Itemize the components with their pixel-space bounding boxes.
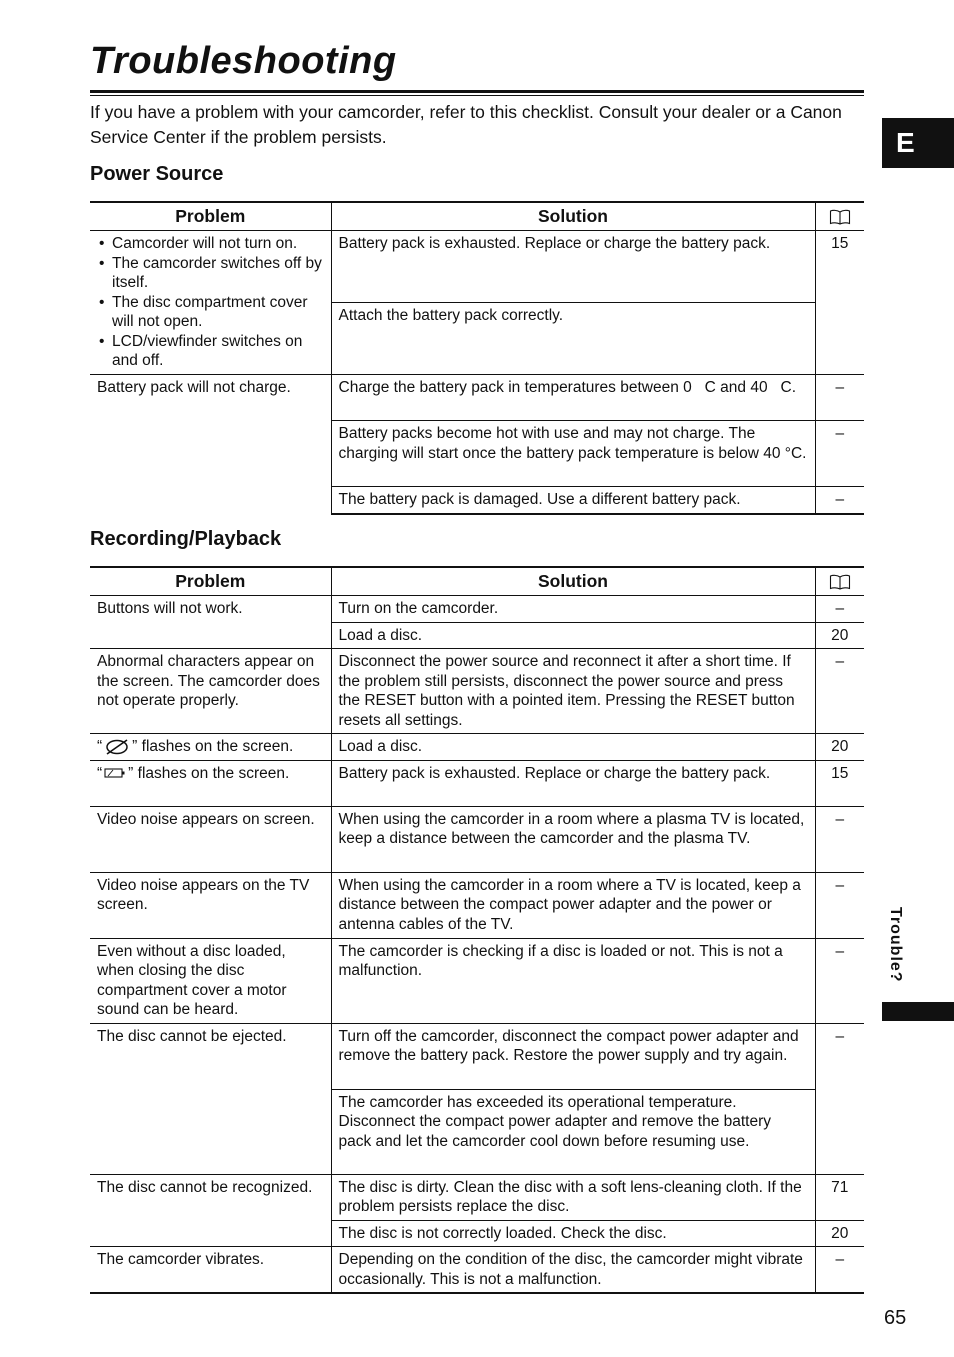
page-number: 65 bbox=[884, 1307, 907, 1329]
table-row bbox=[90, 938, 864, 1023]
solution-cell: Battery pack is exhausted. Replace or charge the battery pack. bbox=[331, 231, 815, 303]
page-ref-cell: 20 bbox=[815, 734, 864, 761]
solution-cell: Charge the battery pack in temperatures between 0 C and 40 C. bbox=[331, 375, 815, 421]
power-source-table bbox=[90, 201, 864, 515]
book-icon bbox=[829, 209, 851, 225]
page-title: Troubleshooting bbox=[90, 40, 397, 82]
solution-cell: Attach the battery pack correctly. bbox=[331, 303, 815, 375]
solution-header: Solution bbox=[331, 567, 815, 596]
problem-cell: Battery pack will not charge. bbox=[90, 375, 331, 514]
table-row bbox=[90, 1247, 864, 1294]
section-side-label: Trouble? bbox=[887, 907, 904, 983]
solution-cell: The disc is dirty. Clean the disc with a soft lens-cleaning cloth. If the problem persists replace the disc. bbox=[331, 1174, 815, 1220]
problem-cell: Abnormal characters appear on the screen. The camcorder does not operate properly. bbox=[90, 649, 331, 734]
problem-list bbox=[97, 234, 325, 371]
table-row bbox=[90, 596, 864, 623]
solution-cell: Turn off the camcorder, disconnect the compact power adapter and remove the battery pack. Restore the power supply and try again. bbox=[331, 1023, 815, 1089]
table-row bbox=[90, 1023, 864, 1089]
table-row bbox=[90, 231, 864, 303]
solution-cell: Battery packs become hot with use and may not charge. The charging will start once the battery pack temperature is below 40 °C. bbox=[331, 421, 815, 487]
battery-empty-icon bbox=[104, 767, 126, 779]
solution-cell: The camcorder has exceeded its operational temperature. Disconnect the compact power adapter and remove the battery pack and let the camcorder cool down before resuming use. bbox=[331, 1089, 815, 1174]
section-side-bar bbox=[882, 1002, 954, 1021]
list-item: • The disc compartment cover will not open. bbox=[97, 293, 325, 332]
page-ref-header bbox=[815, 202, 864, 231]
solution-header: Solution bbox=[331, 202, 815, 231]
title-rule-thin bbox=[90, 95, 864, 96]
no-disc-icon bbox=[104, 739, 130, 755]
recording-playback-heading: Recording/Playback bbox=[90, 528, 282, 550]
intro-text: If you have a problem with your camcorder, refer to this checklist. Consult your dealer or a Canon Service Center if the problem persists. bbox=[90, 102, 842, 147]
solution-cell: The battery pack is damaged. Use a different battery pack. bbox=[331, 487, 815, 514]
page-ref-cell: – bbox=[815, 1247, 864, 1294]
problem-cell bbox=[90, 231, 331, 375]
quote-open: “ bbox=[97, 764, 103, 782]
page-ref-cell: – bbox=[815, 806, 864, 872]
list-item: • LCD/viewfinder switches on and off. bbox=[97, 332, 325, 371]
list-item: • The camcorder switches off by itself. bbox=[97, 254, 325, 293]
solution-cell: The disc is not correctly loaded. Check the disc. bbox=[331, 1220, 815, 1247]
problem-header: Problem bbox=[90, 202, 331, 231]
solution-cell: Battery pack is exhausted. Replace or charge the battery pack. bbox=[331, 760, 815, 806]
problem-cell bbox=[90, 760, 331, 806]
quote-close: ” flashes on the screen. bbox=[132, 738, 294, 755]
title-rule bbox=[90, 90, 864, 93]
page-ref-cell: – bbox=[815, 375, 864, 421]
problem-cell: Even without a disc loaded, when closing the disc compartment cover a motor sound can be heard. bbox=[90, 938, 331, 1023]
problem-cell: The disc cannot be recognized. bbox=[90, 1174, 331, 1247]
table-row bbox=[90, 872, 864, 938]
power-source-heading: Power Source bbox=[90, 163, 224, 185]
page-ref-cell: – bbox=[815, 596, 864, 623]
table-row bbox=[90, 649, 864, 734]
quote-close: ” flashes on the screen. bbox=[128, 764, 290, 782]
table-row bbox=[90, 734, 864, 761]
page-ref-cell: 20 bbox=[815, 622, 864, 649]
problem-header: Problem bbox=[90, 567, 331, 596]
quote-open: “ bbox=[97, 738, 103, 755]
page-ref-cell: – bbox=[815, 938, 864, 1023]
page-ref-cell: – bbox=[815, 1023, 864, 1174]
solution-cell: Turn on the camcorder. bbox=[331, 596, 815, 623]
solution-cell: Load a disc. bbox=[331, 622, 815, 649]
problem-cell: The disc cannot be ejected. bbox=[90, 1023, 331, 1174]
page-ref-cell: – bbox=[815, 421, 864, 487]
language-tab: E bbox=[882, 118, 954, 168]
page-ref-cell: 15 bbox=[815, 231, 864, 375]
solution-cell: Load a disc. bbox=[331, 734, 815, 761]
solution-cell: When using the camcorder in a room where a plasma TV is located, keep a distance between the camcorder and the plasma TV. bbox=[331, 806, 815, 872]
problem-cell bbox=[90, 734, 331, 761]
table-row bbox=[90, 806, 864, 872]
problem-cell: Buttons will not work. bbox=[90, 596, 331, 649]
page-ref-cell: – bbox=[815, 649, 864, 734]
problem-cell: Video noise appears on screen. bbox=[90, 806, 331, 872]
solution-cell: When using the camcorder in a room where a TV is located, keep a distance between the compact power adapter and the power or antenna cables of the TV. bbox=[331, 872, 815, 938]
page-ref-cell: – bbox=[815, 487, 864, 514]
page-ref-cell: 20 bbox=[815, 1220, 864, 1247]
book-icon bbox=[829, 574, 851, 590]
recording-playback-table bbox=[90, 566, 864, 1294]
problem-cell: Video noise appears on the TV screen. bbox=[90, 872, 331, 938]
table-row bbox=[90, 1174, 864, 1220]
solution-cell: The camcorder is checking if a disc is loaded or not. This is not a malfunction. bbox=[331, 938, 815, 1023]
table-row bbox=[90, 375, 864, 421]
page-ref-cell: 15 bbox=[815, 760, 864, 806]
page-ref-header bbox=[815, 567, 864, 596]
solution-cell: Disconnect the power source and reconnect it after a short time. If the problem still persists, disconnect the power source and press the RESET button with a pointed item. Pressing the RESET button resets all settings. bbox=[331, 649, 815, 734]
list-item: • Camcorder will not turn on. bbox=[97, 234, 325, 254]
solution-cell: Depending on the condition of the disc, the camcorder might vibrate occasionally. This is not a malfunction. bbox=[331, 1247, 815, 1294]
page-ref-cell: 71 bbox=[815, 1174, 864, 1220]
problem-cell: The camcorder vibrates. bbox=[90, 1247, 331, 1294]
table-row bbox=[90, 760, 864, 806]
page-ref-cell: – bbox=[815, 872, 864, 938]
